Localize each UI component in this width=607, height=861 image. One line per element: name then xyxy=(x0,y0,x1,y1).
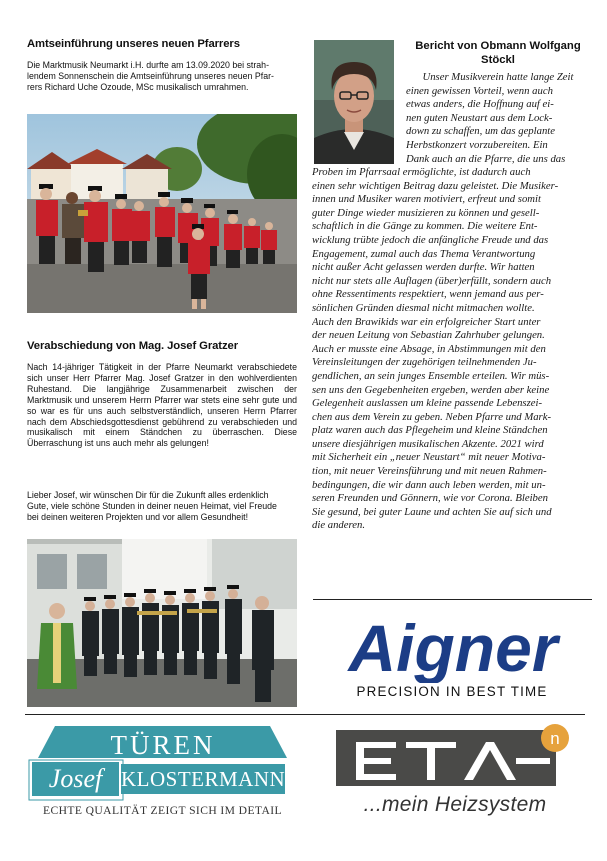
report-line: Proben im Pfarrsaal ermöglichte, ist dadurch auch xyxy=(312,166,531,178)
report-line: Gelegenheit auslassen um kleine passende Lebenszei- xyxy=(312,397,543,410)
report-line: nicht nur stets alle Auflagen (über)erfüllt, sondern auch xyxy=(312,274,552,287)
band-photo-installation xyxy=(27,114,297,313)
report-line: sen uns den Gegebenheiten ergeben, werden aber keine xyxy=(312,383,550,396)
wishes-line: Gute, viele schöne Stunden in deiner neuen Heimat, viel Freude xyxy=(27,500,277,511)
report-line: nicht außer Acht gelassen werden durfte. Wir hatten xyxy=(312,261,535,274)
report-line: mit Sicherheit ein „neuer Neustart“ mit neuer Motiva- xyxy=(312,451,546,464)
report-line: Sie gesund, bei guter Laune und achten Sie auf sich und xyxy=(312,505,552,518)
report-line: tion, mit neuer Vereinsführung und mit neuen Rahmen- xyxy=(312,465,547,478)
report-text-narrow xyxy=(406,71,590,166)
article1-line: rers Richard Uche Ozoude, MSc musikalisch umrahmen. xyxy=(27,81,249,92)
wishes-line: Lieber Josef, wir wünschen Dir für die Zukunft alles erdenklich xyxy=(27,490,269,500)
klostermann-text: KLOSTERMANN xyxy=(121,764,285,794)
article1-text xyxy=(27,60,297,93)
report-line: bedingungen, die wir dann auch leben werden, mit un- xyxy=(312,478,546,491)
report-line: down zu schaffen, um das geplante xyxy=(406,125,556,138)
report-line: der neuen Leitung von Sebastian Zahrhuber gelungen. xyxy=(312,329,545,342)
band-photo-farewell xyxy=(27,539,297,707)
report-line: seren Freunden und Gönnern, wie vor Corona. Bleiben xyxy=(312,492,548,505)
report-line: einen gewissen Vorteil, wenn auch xyxy=(406,84,553,97)
report-line: etwas anders, die Hoffnung auf ei- xyxy=(406,98,554,111)
report-line: platz waren auch das Pflegeheim und kleine Ständchen xyxy=(312,424,548,437)
report-line: innen und Musiker waren motiviert, erfreut und somit xyxy=(312,193,541,206)
report-line: schaftlich in die Gänge zu kommen. Die weitere Ent- xyxy=(312,220,538,233)
report-text-wide xyxy=(312,166,592,533)
report-line: unsere diesjährigen musikalischen Akzente. 2021 wird xyxy=(312,437,544,450)
report-title-line2: Stöckl xyxy=(481,54,515,66)
right-column-divider xyxy=(313,599,592,600)
aigner-logo xyxy=(317,613,590,683)
portrait-wolfgang-stoeckl xyxy=(314,40,394,164)
report-line: Herbstkonzert vorzubereiten. Ein xyxy=(406,138,548,151)
report-line: guter Dinge wieder musizieren zu können und gesell- xyxy=(312,206,540,219)
wishes-line: bei deinen weiteren Projekten und vor allem Gesundheit! xyxy=(27,511,249,522)
report-line: nen guten Neustart aus dem Lock- xyxy=(406,111,553,124)
report-line: chen aus dem Verein zu geben. Neben Pfarre und Mark- xyxy=(312,410,552,423)
page-divider xyxy=(25,714,585,715)
report-title-line1: Bericht von Obmann Wolfgang xyxy=(415,40,581,52)
article1-line: Die Marktmusik Neumarkt i.H. durfte am 13.09.2020 bei strah- xyxy=(27,60,270,70)
report-line: einen sehr wichtigen Beitrag dazu geleistet. Die Musiker- xyxy=(312,179,559,192)
article1-title: Amtseinführung unseres neuen Pfarrers xyxy=(27,38,240,50)
report-line: Auch er musste eine Absage, in Abstimmungen mit den xyxy=(312,342,546,355)
eta-badge-letter: n xyxy=(550,729,560,748)
report-line: Unser Musikverein hatte lange Zeit xyxy=(422,71,574,83)
report-title xyxy=(406,39,590,67)
report-line: sönlichen Gründen diesmal nicht mitmachen wollte. xyxy=(312,301,535,314)
tueren-text: TÜREN xyxy=(110,730,216,760)
eta-slogan: ...mein Heizsystem xyxy=(363,793,547,816)
article2-title: Verabschiedung von Mag. Josef Gratzer xyxy=(27,340,239,352)
report-line: Dank auch an die Pfarre, die uns das xyxy=(406,152,566,165)
aigner-tagline: PRECISION IN BEST TIME xyxy=(356,684,548,699)
report-line: wicklung trübte jedoch die anfängliche Freude und das xyxy=(312,233,549,246)
aigner-logo-text: Aigner xyxy=(348,613,558,683)
eta-logo xyxy=(336,724,574,786)
report-line: Auch den Brawikids war ein erfolgreicher Start unter xyxy=(312,315,541,328)
klostermann-slogan: ECHTE QUALITÄT ZEIGT SICH IM DETAIL xyxy=(42,804,282,817)
report-line: Engagement, zumal auch das Thema Verantwortung xyxy=(312,247,536,260)
article2-wishes xyxy=(27,490,297,523)
report-line: ohne Ressentiments respektiert, wenn jemand aus per- xyxy=(312,288,544,301)
report-line: Vereinsleitungen der zugehörigen teilnehmenden Ju- xyxy=(312,356,537,369)
article1-line: lendem Sonnenschein die Amtseinführung unseres neuen Pfar- xyxy=(27,70,274,81)
josef-text: Josef xyxy=(32,762,119,796)
report-line: die anderen. xyxy=(312,519,366,532)
report-line: gendlichen, an sein junges Ensemble erteilen. Wir müs- xyxy=(312,369,550,382)
article2-paragraph: Nach 14-jähriger Tätigkeit in der Pfarre Neumarkt verabschiedete sich unser Herr Pfarrer Mag. Josef Gratzer in den wohlverdienten Ruhestand. Die langjährige Zusammenarbeit zwischen der Marktmusik und unserem Herrn Pfarrer war stets eine sehr gute und so war es für uns auch selbstverständlich, unseren Herrn Pfarrer nach dem Abschiedsgottesdienst gebührend zu verabschieden und musikalisch mit einem Ständchen zu überraschen. Diese Überraschung ist uns auch mehr als gelungen! xyxy=(27,362,297,449)
